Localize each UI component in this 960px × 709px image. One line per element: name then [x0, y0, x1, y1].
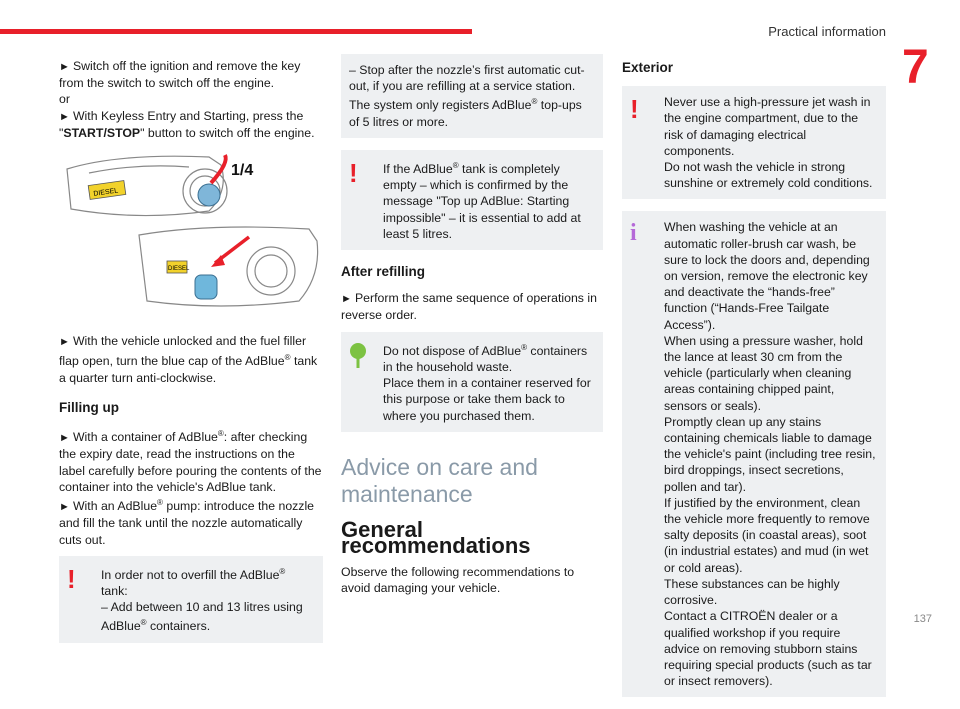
info-note-washing: i When washing the vehicle at an automatic roller-brush car wash, be sure to lock the doors and, depending on version, remove the electronic key and deactivate the “hands-free” function (“Hands-Free Tailgate Access”). When using a pressure washer, hold the lance at least 30 cm from the vehicle (particularly when cleaning areas containing chipped paint, sensors or seals). Promptly clean up any stains containing chemicals liable to damage the vehicle's paint (including tree resin, bird droppings, insect secretions, pollen and tar). If justified by the environment, clean the vehicle more frequently to remove salty deposits (in coastal areas), soot (in industrial estates) and mud (in wet or cold areas). These substances can be highly corrosive. Contact a CITROËN dealer or a qualified workshop if you require advice on removing stubborn stains requiring special products (such as tar or insect removers). [622, 211, 886, 697]
quarter-turn-label: 1/4 [231, 162, 254, 180]
column-left [59, 58, 323, 655]
diesel-label-top: DIESEL [92, 187, 119, 198]
warning-note-overfill: ! In order not to overfill the AdBlue® tank: – Add between 10 and 13 litres using AdBlue® containers. [59, 556, 323, 643]
adblue-cap-illustration [59, 151, 321, 319]
heading-general-recommendations: General recommendations [341, 516, 531, 558]
diesel-label-bottom: DIESEL [168, 266, 190, 273]
warning-exclamation-icon: ! [630, 94, 639, 125]
step-turn-blue-cap: ► With the vehicle unlocked and the fuel filler flap open, turn the blue cap of the AdBlue® tank a quarter turn anti-clockwise. [59, 334, 318, 385]
header-accent-bar [0, 29, 472, 34]
step-reverse-order: ► Perform the same sequence of operations in reverse order. [341, 291, 597, 323]
heading-filling-up: Filling up [59, 399, 119, 415]
column-right [622, 58, 886, 709]
note-service-station: – Stop after the nozzle’s first automatic cut-out, if you are refilling at a service station. The system only registers AdBlue® top-ups of 5 litres or more. [341, 54, 603, 138]
step-container-fill: ► With a container of AdBlue®: after checking the expiry date, read the instructions on the label carefully before pouring the contents of the container into the vehicle's AdBlue tank. ► With an AdBlue® pump: introduce the nozzle and fill the tank until the nozzle automatically cuts out. [59, 429, 322, 547]
step-switch-off-ignition: ► Switch off the ignition and remove the key from the switch to switch off the engine. or ► With Keyless Entry and Starting, press the "START/STOP" button to switch off the engine. [59, 59, 315, 140]
chapter-number: 7 [902, 41, 929, 94]
heading-exterior: Exterior [622, 60, 674, 75]
warning-exclamation-icon: ! [349, 157, 358, 188]
general-recommendations-text: Observe the following recommendations to avoid damaging your vehicle. [341, 565, 575, 596]
column-middle [341, 58, 603, 605]
blue-cap-icon [195, 275, 217, 299]
info-icon: i [630, 220, 637, 247]
heading-after-refilling: After refilling [341, 264, 426, 280]
warning-note-jet-wash: ! Never use a high-pressure jet wash in the engine compartment, due to the risk of damaging electrical components. Do not wash the vehicle in strong sunshine or extremely cold conditions. [622, 86, 886, 199]
eco-tree-icon [349, 342, 367, 370]
page-header-title: Practical information [768, 24, 886, 39]
warning-exclamation-icon: ! [67, 563, 76, 594]
warning-note-empty-tank: ! If the AdBlue® tank is completely empty – which is confirmed by the message "Top up AdBlue: Starting impossible" – it is essential to add at least 5 litres. [341, 150, 603, 250]
eco-note-disposal: Do not dispose of AdBlue® containers in the household waste. Place them in a container reserved for this purpose or take them back to where you purchased them. [341, 332, 603, 432]
page-number: 137 [913, 613, 932, 625]
section-title-care: Advice on care and maintenance [341, 453, 538, 507]
